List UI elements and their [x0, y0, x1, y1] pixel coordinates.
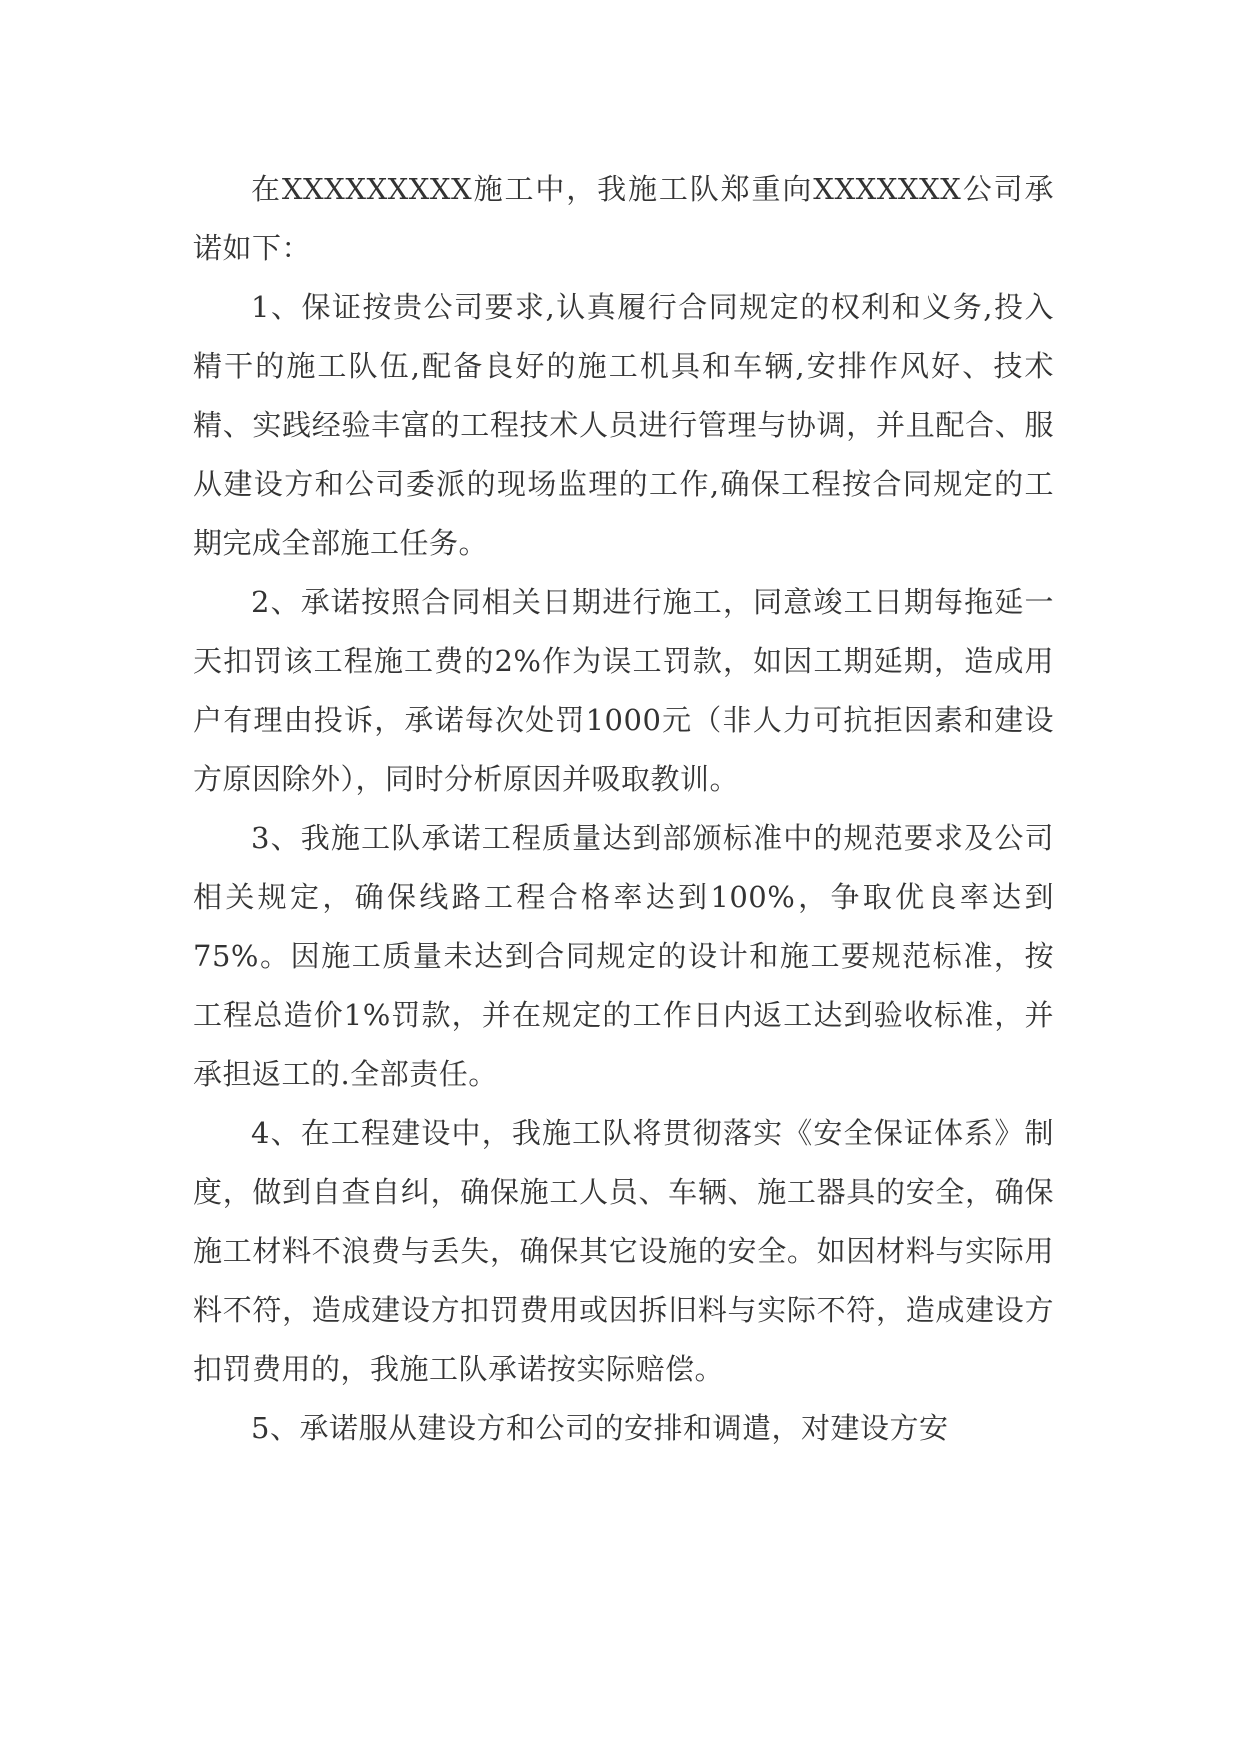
paragraph-item-5: 5、承诺服从建设方和公司的安排和调遣，对建设方安: [251, 1411, 949, 1445]
document-body: [193, 160, 1054, 1458]
paragraph-item-4: 4、在工程建设中，我施工队将贯彻落实《安全保证体系》制度，做到自查自纠，确保施工人员、车辆、施工器具的安全，确保施工材料不浪费与丢失，确保其它设施的安全。如因材料与实际用料不符，造成建设方扣罚费用或因拆旧料与实际不符，造成建设方扣罚费用的，我施工队承诺按实际赔偿。: [193, 1116, 1054, 1386]
paragraph-item-3: 3、我施工队承诺工程质量达到部颁标准中的规范要求及公司相关规定，确保线路工程合格率达到100%，争取优良率达到75%。因施工质量未达到合同规定的设计和施工要规范标准，按工程总造价1%罚款，并在规定的工作日内返工达到验收标准，并承担返工的.全部责任。: [193, 821, 1054, 1091]
paragraph-item-2: 2、承诺按照合同相关日期进行施工，同意竣工日期每拖延一天扣罚该工程施工费的2%作为误工罚款，如因工期延期，造成用户有理由投诉，承诺每次处罚1000元（非人力可抗拒因素和建设方原因除外），同时分析原因并吸取教训。: [193, 585, 1054, 796]
paragraph-intro: 在XXXXXXXXX施工中，我施工队郑重向XXXXXXX公司承诺如下：: [193, 172, 1054, 265]
paragraph-item-1: 1、保证按贵公司要求,认真履行合同规定的权利和义务,投入精干的施工队伍,配备良好的施工机具和车辆,安排作风好、技术精、实践经验丰富的工程技术人员进行管理与协调，并且配合、服从建设方和公司委派的现场监理的工作,确保工程按合同规定的工期完成全部施工任务。: [193, 290, 1054, 560]
